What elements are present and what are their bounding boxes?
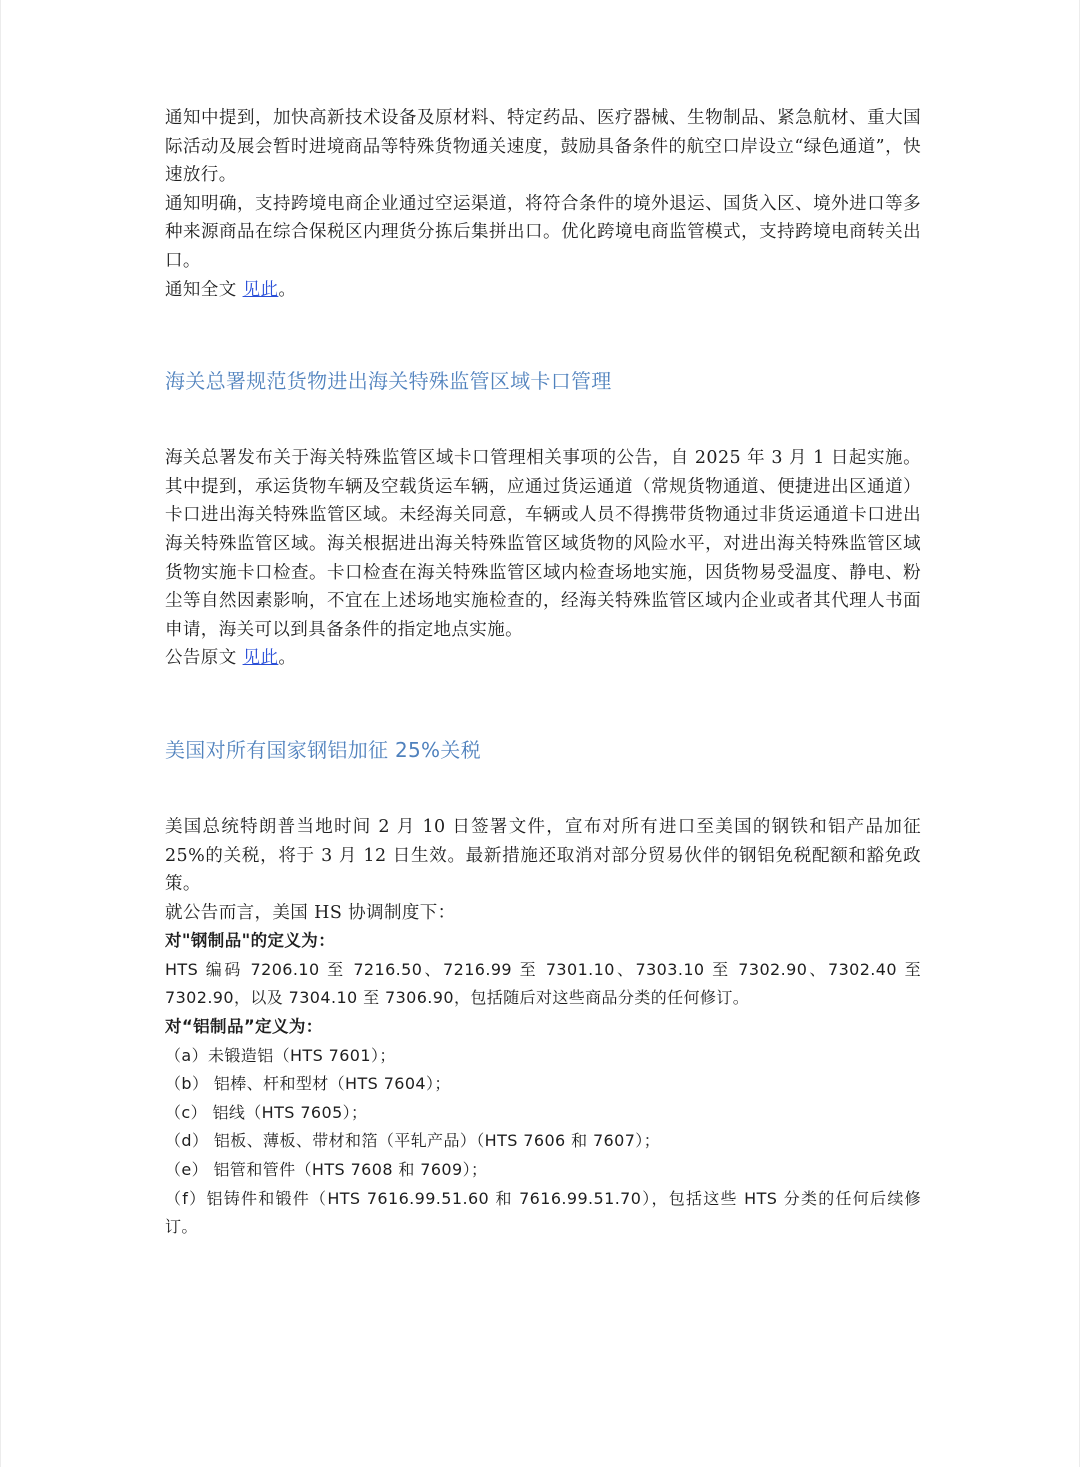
aluminum-item-e: （e） 铝管和管件（HTS 7608 和 7609）；: [165, 1160, 488, 1180]
aluminum-definition-heading: 对“铝制品”定义为：: [165, 1017, 323, 1037]
original-text-suffix: 。: [278, 648, 297, 669]
original-text-line: [165, 644, 921, 673]
aluminum-item-b: （b） 铝棒、杆和型材（HTS 7604）；: [165, 1074, 451, 1094]
spacer: [165, 304, 921, 366]
aluminum-item-f: （f）铝铸件和锻件（HTS 7616.99.51.60 和 7616.99.51.70），包括这些 HTS 分类的任何后续修订。: [165, 1188, 921, 1237]
paragraph-us-tariff: 美国总统特朗普当地时间 2 月 10 日签署文件，宣布对所有进口至美国的钢铁和铝产品加征 25%的关税，将于 3 月 12 日生效。最新措施还取消对部分贸易伙伴的钢铝免税配额和豁免政策。: [165, 816, 921, 895]
heading-us-tariff: 美国对所有国家钢铝加征 25%关税: [165, 737, 481, 762]
spacer: [165, 765, 921, 813]
fulltext-line: [165, 276, 921, 305]
paragraph-green-channel: 通知中提到，加快高新技术设备及原材料、特定药品、医疗器械、生物制品、紧急航材、重大国际活动及展会暂时进境商品等特殊货物通关速度，鼓励具备条件的航空口岸设立“绿色通道”，快速放行。: [165, 108, 921, 186]
fulltext-suffix: 。: [278, 279, 297, 300]
original-text-link[interactable]: 见此: [242, 648, 279, 669]
announcement-line: 就公告而言，美国 HS 协调制度下：: [165, 902, 456, 923]
aluminum-item-d: （d） 铝板、薄板、带材和箔（平轧产品）（HTS 7606 和 7607）；: [165, 1131, 661, 1151]
aluminum-item-a: （a）未锻造铝（HTS 7601）；: [165, 1045, 396, 1065]
spacer: [165, 673, 921, 735]
heading-customs-checkpoint: 海关总署规范货物进出海关特殊监管区域卡口管理: [165, 369, 612, 394]
spacer: [165, 396, 921, 444]
paragraph-cross-border-ecommerce: 通知明确，支持跨境电商企业通过空运渠道，将符合条件的境外退运、国货入区、境外进口等多种来源商品在综合保税区内理货分拣后集拼出口。优化跨境电商监管模式，支持跨境电商转关出口。: [165, 193, 921, 271]
paragraph-checkpoint-management: 海关总署发布关于海关特殊监管区域卡口管理相关事项的公告，自 2025 年 3 月 1 日起实施。其中提到，承运货物车辆及空载货运车辆，应通过货运通道（常规货物通道、便捷进出区通道）卡口进出海关特殊监管区域。未经海关同意，车辆或人员不得携带货物通过非货运通道卡口进出海关特殊监管区域。海关根据进出海关特殊监管区域货物的风险水平，对进出海关特殊监管区域货物实施卡口检查。卡口检查在海关特殊监管区域内检查场地实施，因货物易受温度、静电、粉尘等自然因素影响，不宜在上述场地实施检查的，经海关特殊监管区域内企业或者其代理人书面申请，海关可以到具备条件的指定地点实施。: [165, 448, 921, 640]
fulltext-label: 通知全文: [165, 279, 243, 300]
document-content: [165, 104, 921, 1242]
original-text-label: 公告原文: [165, 648, 243, 669]
steel-definition-heading: 对"钢制品"的定义为：: [165, 931, 336, 951]
aluminum-item-c: （c） 铝线（HTS 7605）；: [165, 1102, 368, 1122]
fulltext-link[interactable]: 见此: [242, 279, 279, 300]
steel-definition-text: HTS 编码 7206.10 至 7216.50、7216.99 至 7301.10、7303.10 至 7302.90、7302.40 至 7302.90，以及 7304.10 至 7306.90，包括随后对这些商品分类的任何修订。: [165, 959, 921, 1008]
